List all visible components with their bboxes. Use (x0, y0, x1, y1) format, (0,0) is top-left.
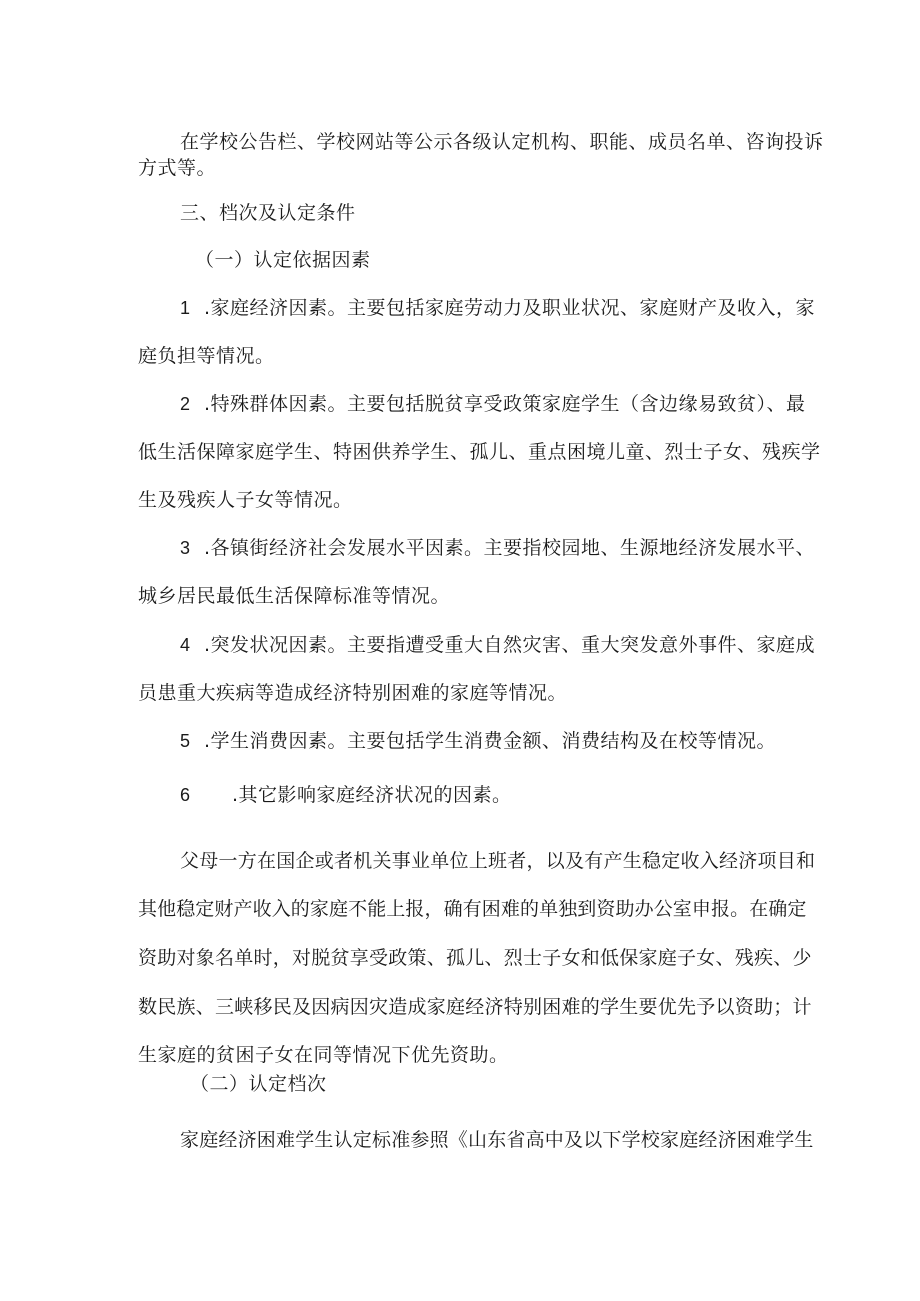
final-line: 家庭经济困难学生认定标准参照《山东省高中及以下学校家庭经济困难学生 (180, 1129, 814, 1151)
list-item-3-line-2: 城乡居民最低生活保障标准等情况。 (138, 585, 451, 607)
intro-line-1: 在学校公告栏、学校网站等公示各级认定机构、职能、成员名单、咨询投诉 (180, 131, 824, 153)
list-item-5-line-1 (180, 729, 776, 753)
list-item-2-line-1 (180, 392, 806, 416)
paragraph-line-4: 数民族、三峡移民及因病因灾造成家庭经济特别困难的学生要优先予以资助；计 (138, 996, 812, 1018)
list-item-2-line-3: 生及残疾人子女等情况。 (138, 489, 353, 511)
list-item-2-line-2: 低生活保障家庭学生、特困供养学生、孤儿、重点困境儿童、烈士子女、残疾学 (138, 441, 821, 463)
list-item-4-number: 4 (180, 635, 191, 655)
subsection-heading-1: （一）认定依据因素 (195, 249, 371, 271)
list-item-1-line-1 (180, 296, 815, 320)
list-item-4-line-2: 员患重大疾病等造成经济特别困难的家庭等情况。 (138, 682, 568, 704)
list-item-2-number: 2 (180, 394, 191, 414)
list-item-1-number: 1 (180, 298, 191, 318)
list-item-6-text: .其它影响家庭经济状况的因素。 (232, 784, 512, 806)
list-item-6-number: 6 (180, 785, 191, 805)
paragraph-line-3: 资助对象名单时，对脱贫享受政策、孤儿、烈士子女和低保家庭子女、残疾、少 (138, 947, 812, 969)
list-item-3-text: .各镇街经济社会发展水平因素。主要指校园地、生源地经济发展水平、 (204, 537, 816, 559)
paragraph-line-2: 其他稳定财产收入的家庭不能上报，确有困难的单独到资助办公室申报。在确定 (138, 898, 807, 920)
subsection-heading-2: （二）认定档次 (190, 1073, 327, 1095)
list-item-4-text: .突发状况因素。主要指遭受重大自然灾害、重大突发意外事件、家庭成 (204, 634, 816, 656)
list-item-4-line-1 (180, 633, 815, 657)
paragraph-line-5: 生家庭的贫困子女在同等情况下优先资助。 (138, 1044, 509, 1066)
list-item-5-number: 5 (180, 731, 191, 751)
list-item-1-line-2: 庭负担等情况。 (138, 345, 275, 367)
paragraph-line-1: 父母一方在国企或者机关事业单位上班者，以及有产生稳定收入经济项目和 (180, 850, 816, 872)
list-item-2-text: .特殊群体因素。主要包括脱贫享受政策家庭学生（含边缘易致贫）、最 (204, 393, 806, 415)
list-item-3-line-1 (180, 536, 815, 560)
list-item-1-text: .家庭经济因素。主要包括家庭劳动力及职业状况、家庭财产及收入，家 (204, 297, 816, 319)
list-item-6-line-1 (180, 783, 512, 807)
list-item-3-number: 3 (180, 538, 191, 558)
list-item-5-text: .学生消费因素。主要包括学生消费金额、消费结构及在校等情况。 (204, 730, 777, 752)
section-heading: 三、档次及认定条件 (180, 202, 356, 224)
intro-line-2: 方式等。 (138, 157, 217, 179)
